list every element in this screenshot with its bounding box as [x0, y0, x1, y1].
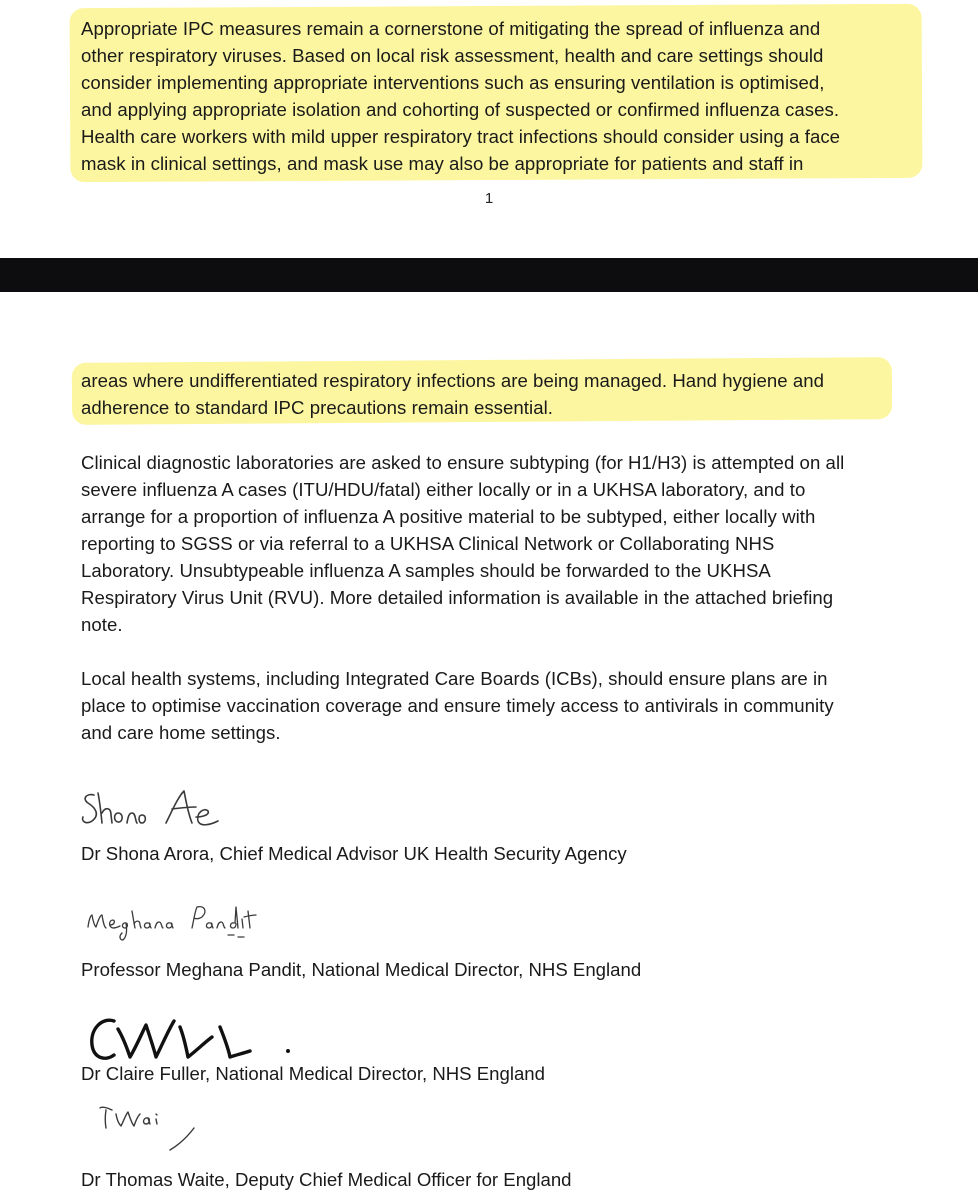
signatory-name: Dr Claire Fuller, National Medical Director, NHS England — [81, 1063, 545, 1084]
paragraph-line: severe influenza A cases (ITU/HDU/fatal) either locally or in a UKHSA laboratory, and to — [81, 479, 806, 500]
paragraph-line: areas where undifferentiated respiratory infections are being managed. Hand hygiene and — [81, 370, 825, 391]
signatory-name: Professor Meghana Pandit, National Medical Director, NHS England — [81, 959, 642, 980]
paragraph-line: consider implementing appropriate interventions such as ensuring ventilation is optimised, — [81, 72, 825, 93]
signature-claire-fuller — [80, 1007, 310, 1069]
paragraph-line: arrange for a proportion of influenza A positive material to be subtyped, either locally with — [81, 506, 816, 527]
signature-meghana-pandit — [80, 897, 280, 947]
paragraph-line: Health care workers with mild upper respiratory tract infections should consider using a face — [81, 126, 841, 147]
paragraph-line: and care home settings. — [81, 722, 281, 743]
signatory-name: Dr Shona Arora, Chief Medical Advisor UK Health Security Agency — [81, 843, 627, 864]
paragraph-line: Appropriate IPC measures remain a cornerstone of mitigating the spread of influenza and — [81, 18, 821, 39]
document-page-2 — [0, 292, 978, 1200]
handwritten-signature-icon — [80, 1007, 310, 1069]
paragraph-line: and applying appropriate isolation and cohorting of suspected or confirmed influenza cases. — [81, 99, 840, 120]
handwritten-signature-icon — [80, 897, 280, 947]
local-systems-paragraph — [81, 665, 921, 746]
handwritten-signature-icon — [80, 785, 240, 835]
paragraph-line: place to optimise vaccination coverage and ensure timely access to antivirals in community — [81, 695, 834, 716]
paragraph-line: Laboratory. Unsubtypeable influenza A samples should be forwarded to the UKHSA — [81, 560, 771, 581]
signatory-name: Dr Thomas Waite, Deputy Chief Medical Officer for England — [81, 1169, 572, 1190]
paragraph-line: note. — [81, 614, 123, 635]
signature-thomas-waite — [80, 1102, 230, 1157]
page-number: 1 — [484, 190, 494, 207]
continued-paragraph — [81, 367, 921, 421]
document-page-1 — [0, 0, 978, 258]
page-break-divider — [0, 258, 978, 292]
paragraph-line: Local health systems, including Integrated Care Boards (ICBs), should ensure plans are in — [81, 668, 828, 689]
signature-shona-arora — [80, 785, 240, 835]
paragraph-line: Respiratory Virus Unit (RVU). More detailed information is available in the attached briefing — [81, 587, 834, 608]
handwritten-signature-icon — [80, 1102, 230, 1157]
paragraph-line: reporting to SGSS or via referral to a UKHSA Clinical Network or Collaborating NHS — [81, 533, 775, 554]
paragraph-line: mask in clinical settings, and mask use may also be appropriate for patients and staff in — [81, 153, 804, 174]
paragraph-line: Clinical diagnostic laboratories are asked to ensure subtyping (for H1/H3) is attempted on all — [81, 452, 845, 473]
laboratory-paragraph — [81, 449, 921, 638]
ipc-paragraph — [81, 15, 921, 177]
paragraph-line: other respiratory viruses. Based on local risk assessment, health and care settings should — [81, 45, 824, 66]
paragraph-line: adherence to standard IPC precautions remain essential. — [81, 397, 553, 418]
